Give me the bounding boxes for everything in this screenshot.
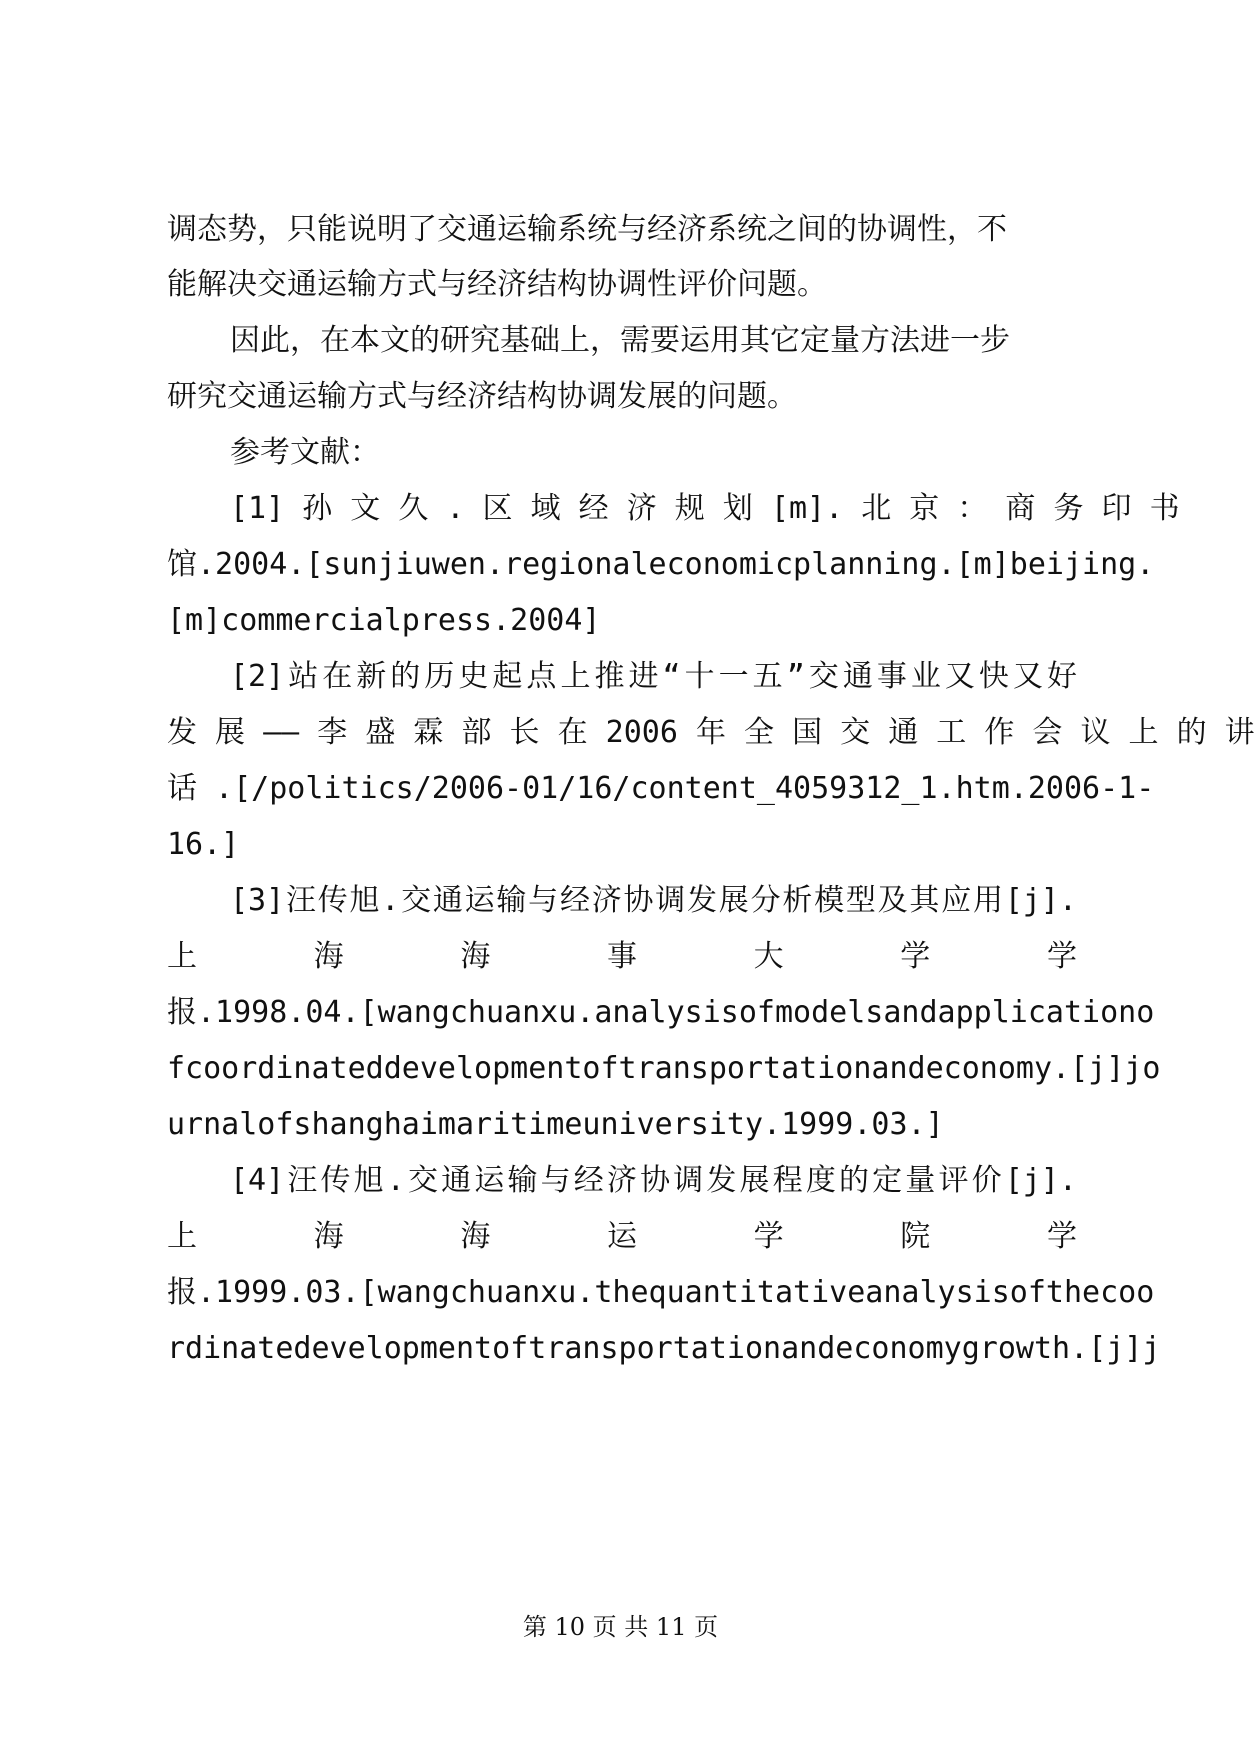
reference-3-spread-line <box>167 937 1077 977</box>
paragraph-line: 调态势，只能说明了交通运输系统与经济系统之间的协调性，不 <box>167 212 1007 247</box>
reference-4-line: rdinatedevelopmentoftransportationandeconomygrowth.[j]j <box>167 1331 1161 1366</box>
spread-char: 海 <box>460 1219 491 1254</box>
paragraph-line: 能解决交通运输方式与经济结构协调性评价问题。 <box>167 267 827 302</box>
spread-char: 上 <box>167 1219 197 1254</box>
reference-3-line: [3]汪传旭.交通运输与经济协调发展分析模型及其应用[j]. <box>230 883 1077 918</box>
spread-char: 院 <box>900 1219 931 1254</box>
spread-char: 学 <box>753 1219 784 1254</box>
spread-char: 学 <box>1046 939 1077 974</box>
page-number-footer: 第 10 页 共 11 页 <box>522 1613 719 1641</box>
paragraph-line: 因此，在本文的研究基础上，需要运用其它定量方法进一步 <box>230 323 1010 358</box>
reference-3-line: 报.1998.04.[wangchuanxu.analysisofmodelsandapplicationo <box>167 995 1155 1030</box>
reference-3-line: fcoordinateddevelopmentoftransportationandeconomy.[j]jo <box>167 1051 1161 1086</box>
spread-char: 大 <box>753 939 784 974</box>
reference-1-line: 馆.2004.[sunjiuwen.regionaleconomicplanning.[m]beijing. <box>167 547 1155 582</box>
reference-4-line: [4]汪传旭.交通运输与经济协调发展程度的定量评价[j]. <box>230 1163 1077 1198</box>
reference-2-line: [2]站在新的历史起点上推进“十一五”交通事业又快又好 <box>230 659 1077 694</box>
spread-char: 学 <box>1046 1219 1077 1254</box>
spread-char: 运 <box>606 1219 637 1254</box>
spread-char: 上 <box>167 939 197 974</box>
reference-2-line: 话 .[/politics/2006-01/16/content_4059312_1.htm.2006-1- <box>167 771 1155 806</box>
reference-3-line: urnalofshanghaimaritimeuniversity.1999.03.] <box>167 1107 944 1142</box>
spread-char: 海 <box>313 1219 344 1254</box>
references-heading: 参考文献： <box>230 435 380 470</box>
spread-char: 学 <box>900 939 931 974</box>
spread-char: 海 <box>460 939 491 974</box>
reference-1-line: [m]commercialpress.2004] <box>167 603 601 638</box>
spread-char: 海 <box>313 939 344 974</box>
reference-4-spread-line <box>167 1217 1077 1257</box>
spread-char: 事 <box>606 939 637 974</box>
reference-1-line: [1] 孙 文 久 . 区 域 经 济 规 划 [m]. 北 京 ： 商 务 印 书 <box>230 491 1180 526</box>
paragraph-line: 研究交通运输方式与经济结构协调发展的问题。 <box>167 379 797 414</box>
reference-2-line: 发 展 —— 李 盛 霖 部 长 在 2006 年 全 国 交 通 工 作 会 议 上 的 讲 <box>167 715 1255 750</box>
reference-2-line: 16.] <box>167 827 240 862</box>
reference-4-line: 报.1999.03.[wangchuanxu.thequantitativeanalysisofthecoo <box>167 1275 1155 1310</box>
